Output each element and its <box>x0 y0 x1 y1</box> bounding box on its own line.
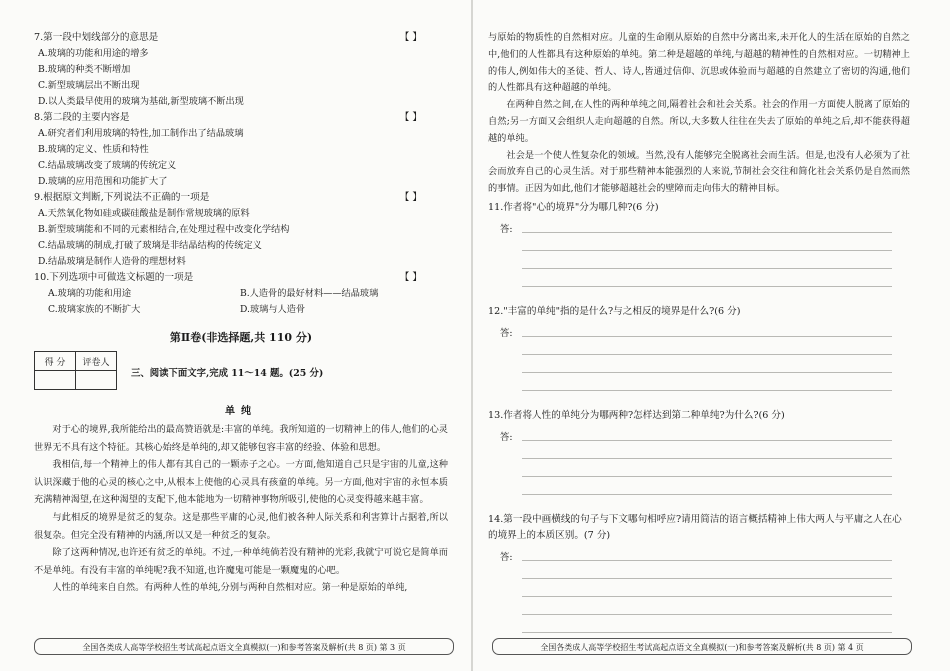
option-d: D.以人类最早使用的玻璃为基础,新型玻璃不断出现 <box>38 96 244 107</box>
grader-cell <box>76 371 117 390</box>
passage-paragraph: 在两种自然之间,在人性的两种单纯之间,隔着社会和社会关系。社会的作用一方面使人脱离了原始的自然;另一方面又会组织人走向超越的自然。所以,大多数人往往在失去了原始的单纯之后,却不能获得超越的单纯。 <box>488 99 910 144</box>
passage-paragraph: 除了这两种情况,也许还有贫乏的单纯。不过,一种单纯倘若没有精神的光彩,我就宁可说它是简单而不是单纯。有没有丰富的单纯呢?我不知道,也许魔鬼可能是一颗魔鬼的心吧。 <box>34 547 448 576</box>
option-a: A.天然氧化物如硅或碳硅酸盐是制作常规玻璃的原料 <box>38 208 250 219</box>
score-cell <box>35 371 76 390</box>
answer-line[interactable] <box>522 250 892 251</box>
passage-paragraph: 人性的单纯来自自然。有两种人性的单纯,分别与两种自然相对应。第一种是原始的单纯, <box>52 582 408 594</box>
answer-label: 答: <box>500 551 513 563</box>
question-stem: 8.第二段的主要内容是 <box>34 112 130 123</box>
part3-instruction: 三、阅读下面文字,完成 11～14 题。(25 分) <box>131 368 324 379</box>
option-d: D.玻璃的应用范围和功能扩大了 <box>38 176 168 187</box>
answer-line[interactable] <box>522 560 892 561</box>
passage-paragraph: 对于心的境界,我所能给出的最高赞语就是:丰富的单纯。我所知道的一切精神上的伟人,他们的心灵世界无不具有这个特征。其核心始终是单纯的,却又能够包容丰富的经验、体验和思想。 <box>34 424 448 453</box>
answer-line[interactable] <box>522 578 892 579</box>
option-c: C.结晶玻璃的制成,打破了玻璃是非结晶结构的传统定义 <box>38 240 262 251</box>
answer-bracket: 【 】 <box>399 272 422 283</box>
answer-line[interactable] <box>522 372 892 373</box>
passage-paragraph: 与此相反的境界是贫乏的复杂。这是那些平庸的心灵,他们被各种人际关系和利害算计占据着,所以很复杂。但完全没有精神的内涵,所以又是一种贫乏的复杂。 <box>34 511 448 541</box>
answer-label: 答: <box>500 223 513 235</box>
option-b: B.新型玻璃能和不同的元素相结合,在处理过程中改变化学结构 <box>38 224 290 235</box>
grade-row <box>34 351 448 390</box>
passage-title: 单纯 <box>225 406 257 417</box>
passage-paragraph: 我相信,每一个精神上的伟人都有其自己的一颗赤子之心。一方面,他知道自己只是宇宙的儿童,这种认识深藏于他的心灵的核心之中,从根本上使他的心灵具有孩童的单纯。另一方面,他对宇宙的永恒本质充满精神渴望,在这种渴望的支配下,他本能地为一切精神事物所吸引,使他的心灵变得越来越丰富。 <box>34 459 448 506</box>
passage-paragraph: 与原始的物质性的自然相对应。儿童的生命刚从原始的自然中分离出来,未开化人的生活在原始的自然之中,他们的人性都具有这种原始的单纯。第二种是超越的单纯,与超越的精神性的自然相对应。一切精神上的伟人,例如伟大的圣徒、哲人、诗人,皆通过信仰、沉思或体验而与超越的自然建立了密切的沟通,他们的人性都具有这种超越的单纯。 <box>488 32 910 94</box>
grade-table <box>34 351 117 390</box>
question-11 <box>488 200 910 287</box>
page-footer: 全国各类成人高等学校招生考试高起点语文全真模拟(一)和参考答案及解析(共 8 页) 第 4 页 <box>492 638 912 655</box>
question-stem: 14.第一段中画横线的句子与下文哪句相呼应?请用简洁的语言概括精神上伟大两人与平庸之人在心的境界上的本质区别。(7 分) <box>488 513 902 541</box>
answer-line[interactable] <box>522 596 892 597</box>
page-4 <box>474 0 950 671</box>
answer-bracket: 【 】 <box>399 112 422 123</box>
option-a: A.玻璃的功能和用途的增多 <box>38 48 149 59</box>
option-b: B.人造骨的最好材料——结晶玻璃 <box>240 288 379 299</box>
answer-line[interactable] <box>522 494 892 495</box>
question-7 <box>34 30 448 110</box>
question-13 <box>488 408 910 495</box>
answer-bracket: 【 】 <box>399 32 422 43</box>
grader-header: 评卷人 <box>76 352 117 371</box>
option-b: B.玻璃的种类不断增加 <box>38 64 131 75</box>
answer-line[interactable] <box>522 458 892 459</box>
option-a: A.玻璃的功能和用途 <box>48 288 132 299</box>
option-c: C.结晶玻璃改变了玻璃的传统定义 <box>38 160 177 171</box>
question-stem: 9.根据原文判断,下列说法不正确的一项是 <box>34 192 210 203</box>
option-d: D.玻璃与人造骨 <box>240 304 306 315</box>
answer-line[interactable] <box>522 440 892 441</box>
answer-line[interactable] <box>522 268 892 269</box>
answer-line[interactable] <box>522 336 892 337</box>
answer-line[interactable] <box>522 632 892 633</box>
question-stem: 10.下列选项中可做选文标题的一项是 <box>34 272 194 283</box>
option-a: A.研究者们利用玻璃的特性,加工制作出了结晶玻璃 <box>38 128 244 139</box>
score-header: 得 分 <box>35 352 76 371</box>
page-footer: 全国各类成人高等学校招生考试高起点语文全真模拟(一)和参考答案及解析(共 8 页) 第 3 页 <box>34 638 454 655</box>
question-12 <box>488 304 910 391</box>
option-c: C.新型玻璃层出不断出现 <box>38 80 140 91</box>
question-8 <box>34 110 448 190</box>
answer-line[interactable] <box>522 476 892 477</box>
answer-line[interactable] <box>522 286 892 287</box>
question-14 <box>488 512 910 633</box>
question-9 <box>34 190 448 270</box>
question-stem: 7.第一段中划线部分的意思是 <box>34 32 159 43</box>
question-10 <box>34 270 448 318</box>
page-gutter <box>471 0 473 671</box>
option-b: B.玻璃的定义、性质和特性 <box>38 144 149 155</box>
option-d: D.结晶玻璃是制作人造骨的理想材料 <box>38 256 186 267</box>
option-c: C.玻璃家族的不断扩大 <box>48 304 141 315</box>
answer-bracket: 【 】 <box>399 192 422 203</box>
answer-line[interactable] <box>522 354 892 355</box>
answer-label: 答: <box>500 431 513 443</box>
question-stem: 12."丰富的单纯"指的是什么?与之相反的境界是什么?(6 分) <box>488 305 741 317</box>
question-stem: 13.作者将人性的单纯分为哪两种?怎样达到第二种单纯?为什么?(6 分) <box>488 409 785 421</box>
question-stem: 11.作者将"心的境界"分为哪几种?(6 分) <box>488 201 659 213</box>
page-3 <box>0 0 470 671</box>
answer-line[interactable] <box>522 232 892 233</box>
passage-paragraph: 社会是一个使人性复杂化的领域。当然,没有人能够完全脱离社会而生活。但是,也没有人必须为了社会而放弃自己的心灵生活。对于那些精神本能强烈的人来说,节制社会交往和简化社会关系仍是自然而然的事情。正因为如此,他们才能够超越社会的壁障而走向伟大的精神目标。 <box>488 149 910 195</box>
answer-label: 答: <box>500 327 513 339</box>
section-title: 第Ⅱ卷(非选择题,共 110 分) <box>169 331 313 344</box>
answer-line[interactable] <box>522 614 892 615</box>
answer-line[interactable] <box>522 390 892 391</box>
